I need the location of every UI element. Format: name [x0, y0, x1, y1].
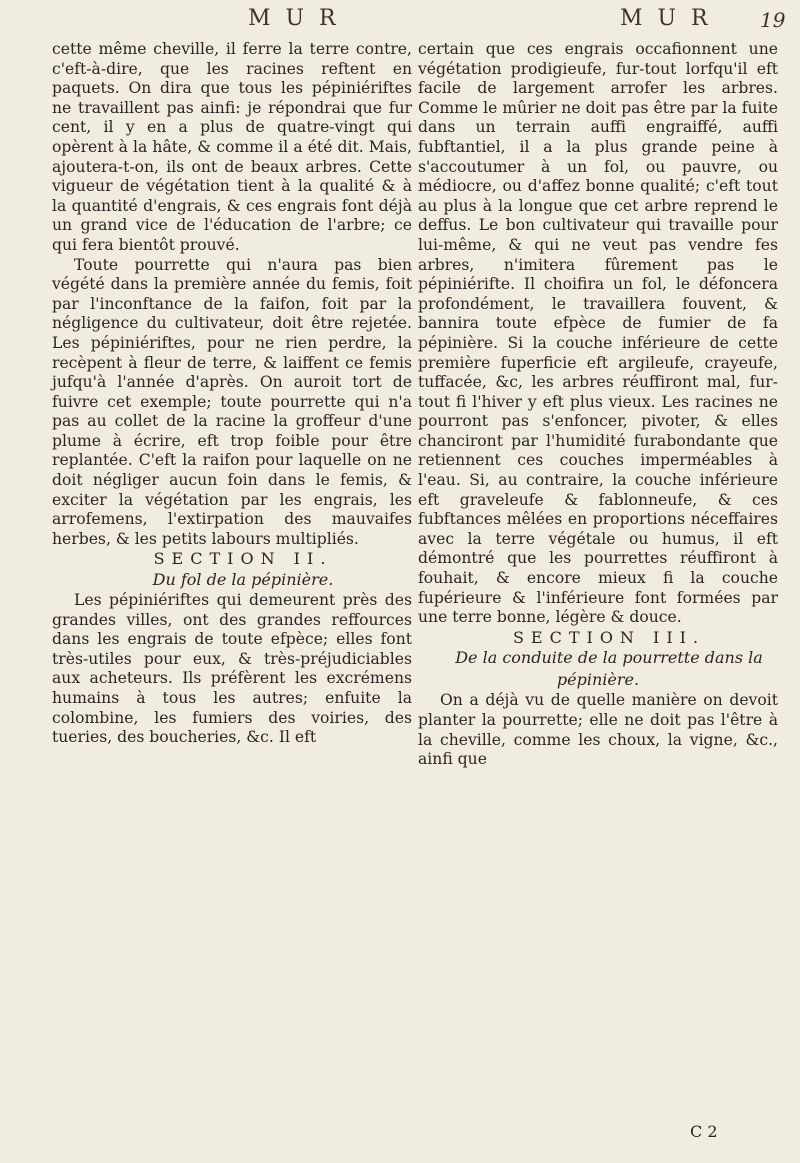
page-number: 19 [760, 8, 786, 32]
section-subtitle: De la conduite de la pourrette dans la pépinière. [455, 648, 763, 690]
section-subtitle: Du fol de la pépinière. [152, 570, 334, 590]
section-title: SECTION II. [153, 549, 333, 569]
paragraph: certain que ces engrais occafionnent une végétation prodigieufe, fur-tout lorfqu'il eft facile de largement arrofer les arbres. Comme le mûrier ne doit pas être par la fuite dans un terrain auffi engraiffé, auffi fubftantiel, il a la plus grande peine à s'accoutumer à un fol, ou pauvre, ou médiocre, ou d'affez bonne qualité; c'eft tout au plus à la longue que cet arbre reprend le deffus. Le bon cultivateur qui travaille pour lui-même, & qui ne veut pas vendre fes arbres, n'imitera fûrement pas le pépiniérifte. Il choifira un fol, le défoncera profondément, le travaillera fouvent, & bannira toute efpèce de fumier de fa pépinière. Si la couche inférieure de cette première fuperficie eft argileufe, crayeufe, tuffacée, &c, les arbres réuffiront mal, fur-tout fi l'hiver y eft plus vieux. Les racines ne pourront pas s'enfoncer, pivoter, & elles chanciront par l'humidité furabondante que retiennent ces couches imperméables à l'eau. Si, au contraire, la couche inférieure eft graveleufe & fablonneufe, & ces fubftances mêlées en proportions néceffaires avec la terre végétale ou humus, il eft démontré que les pourrettes réuffiront à fouhait, & encore mieux fi la couche fupérieure & l'inférieure font formées par une terre bonne, légère & douce. [418, 40, 778, 627]
left-column [52, 40, 412, 748]
paragraph: cette même cheville, il ferre la terre contre, c'eft-à-dire, que les racines reftent en paquets. On dira que tous les pépiniériftes ne travaillent pas ainfi: je répondrai que fur cent, il y en a plus de quatre-vingt qui opèrent à la hâte, & comme il a été dit. Mais, ajoutera-t-on, ils ont de beaux arbres. Cette vigueur de végétation tient à la qualité & à la quantité d'engrais, & ces engrais font déjà un grand vice de l'éducation de l'arbre; ce qui fera bientôt prouvé. [52, 40, 412, 254]
right-column [418, 40, 778, 770]
paragraph: On a déjà vu de quelle manière on devoit planter la pourrette; elle ne doit pas l'être à la cheville, comme les choux, la vigne, &c., ainfi que [418, 691, 778, 769]
signature-mark: C 2 [690, 1122, 718, 1141]
paragraph: Les pépiniériftes qui demeurent près des grandes villes, ont des grandes reffources dans les engrais de toute efpèce; elles font très-utiles pour eux, & très-préjudiciables aux acheteurs. Ils préfèrent les excrémens humains à tous les autres; enfuite la colombine, les fumiers des voiries, des tueries, des boucheries, &c. Il eft [52, 591, 412, 747]
running-head-right: M U R [620, 6, 712, 31]
paragraph: Toute pourrette qui n'aura pas bien végété dans la première année du femis, foit par l'inconftance de la faifon, foit par la négligence du cultivateur, doit être rejetée. Les pépiniériftes, pour ne rien perdre, la recèpent à fleur de terre, & laiffent ce femis jufqu'à l'année d'après. On auroit tort de fuivre cet exemple; toute pourrette qui n'a pas au collet de la racine la groffeur d'une plume à écrire, eft trop foible pour être replantée. C'eft la raifon pour laquelle on ne doit négliger aucun foin dans le femis, & exciter la végétation par les engrais, les arrofemens, l'extirpation des mauvaifes herbes, & les petits labours multipliés. [52, 255, 412, 548]
running-head-left: M U R [248, 6, 340, 31]
section-title: SECTION III. [512, 627, 706, 647]
